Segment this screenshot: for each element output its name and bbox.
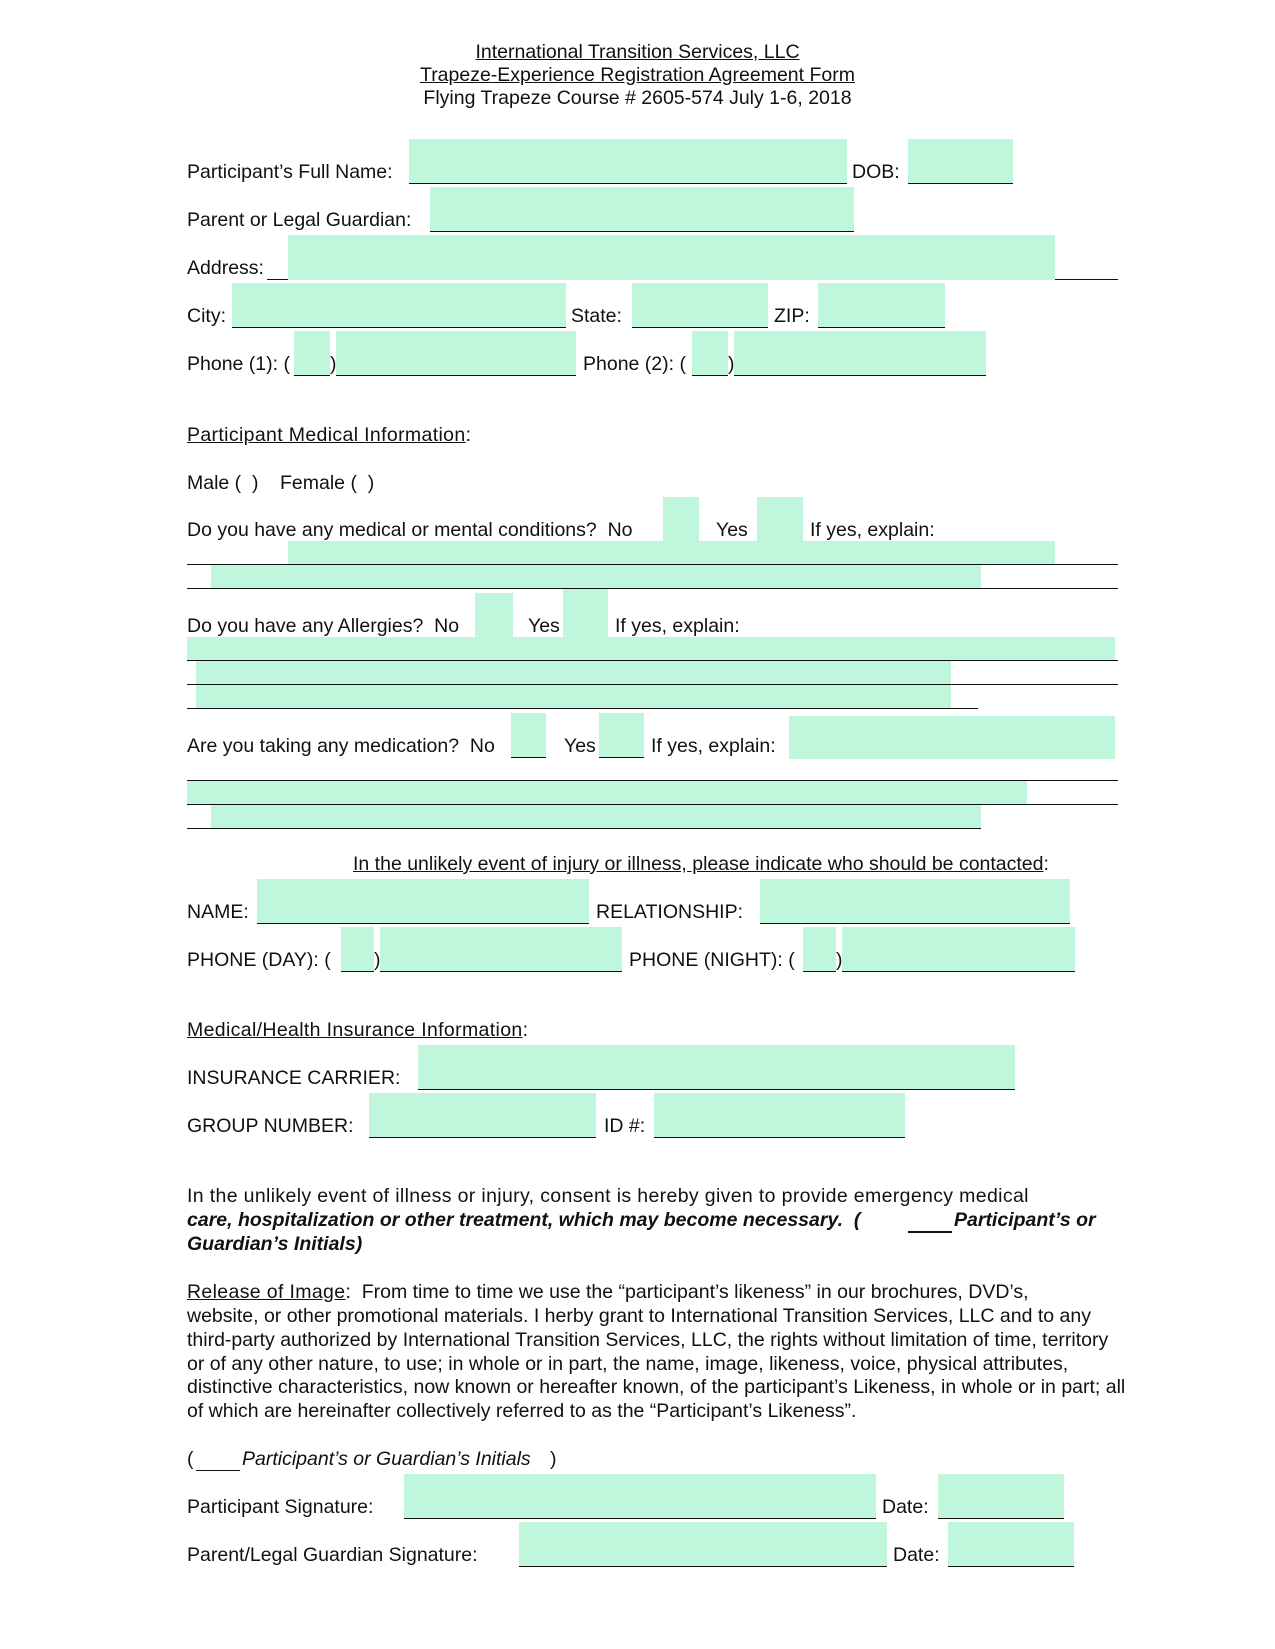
medication-question: Are you taking any medication? No [187, 735, 495, 757]
phone-day-area-code-field[interactable] [341, 927, 374, 972]
release-body: website, or other promotional materials. I herby grant to International Transition Services, LLC and to any third-party authorized by International Transition Services, LLC, the rights without limitation of time, territory or of any other nature, to use; in whole or in part, the name, image, likeness, voice, physical attributes, distinctive characteristics, now known or hereafter known, of the participant’s Likeness, in whole or in part; all of which are hereinafter collectively referred to as the “Participant’s Likeness”. [187, 1305, 1126, 1423]
phone2-label: Phone (2): ( [583, 353, 686, 375]
relationship-field[interactable] [760, 879, 1070, 924]
conditions-yes-label: Yes [716, 519, 748, 541]
phone2-area-code-field[interactable] [692, 331, 728, 376]
guardian-field[interactable] [430, 187, 854, 232]
full-name-field[interactable] [409, 139, 847, 184]
emergency-heading-text: In the unlikely event of injury or illness, please indicate who should be contacted [353, 853, 1044, 875]
consent-line-2 [187, 1209, 866, 1232]
medication-explain-field-0[interactable] [789, 716, 1115, 759]
address-field[interactable] [288, 235, 1055, 280]
conditions-explain-field-2[interactable] [211, 565, 981, 589]
city-label: City: [187, 305, 226, 327]
contact-name-field[interactable] [257, 879, 589, 924]
phone-night-area-underline [803, 971, 836, 972]
consent-line-2-text: care, hospitalization or other treatment, which may become necessary. ( [187, 1209, 866, 1231]
phone1-number-field[interactable] [336, 331, 576, 376]
state-field[interactable] [632, 283, 768, 328]
medication-explain-label: If yes, explain: [651, 735, 776, 757]
org-title: International Transition Services, LLC [475, 41, 800, 63]
guardian-date-field[interactable] [948, 1522, 1074, 1567]
phone-day-number-field[interactable] [380, 927, 622, 972]
allergies-explain-line-3 [187, 708, 978, 709]
city-field[interactable] [232, 283, 566, 328]
form-title: Trapeze-Experience Registration Agreement Form [420, 64, 855, 86]
phone-night-number-field[interactable] [842, 927, 1075, 972]
participant-date-label: Date: [882, 1496, 929, 1518]
id-field[interactable] [654, 1093, 905, 1138]
release-heading: Release of Image [187, 1281, 346, 1303]
phone2-number-underline [734, 375, 986, 376]
phone1-area-code-field[interactable] [294, 331, 330, 376]
allergies-explain-field-2[interactable] [196, 661, 951, 685]
emergency-heading-colon: : [1043, 853, 1049, 875]
insurance-heading-colon: : [522, 1019, 529, 1041]
medical-heading [187, 424, 471, 447]
city-underline [232, 327, 566, 328]
phone2-paren: ) [728, 353, 735, 375]
state-label: State: [571, 305, 622, 327]
insurance-carrier-underline [418, 1089, 1015, 1090]
phone-night-paren: ) [836, 949, 843, 971]
emergency-heading [353, 853, 1049, 876]
release-initials-label: Participant’s or Guardian’s Initials [242, 1448, 531, 1470]
conditions-explain-line-2 [187, 588, 1118, 589]
id-label: ID #: [604, 1115, 646, 1137]
participant-signature-label: Participant Signature: [187, 1496, 374, 1518]
medication-explain-field-1[interactable] [187, 781, 1027, 805]
medication-no-underline [511, 757, 546, 758]
conditions-no-field[interactable] [663, 497, 699, 542]
medication-yes-field[interactable] [599, 713, 644, 758]
zip-label: ZIP: [774, 305, 810, 327]
release-first-line [187, 1281, 1029, 1304]
consent-line-1: In the unlikely event of illness or injury, consent is hereby given to provide emergency medical [187, 1185, 1029, 1207]
guardian-signature-underline [519, 1566, 887, 1567]
insurance-carrier-field[interactable] [418, 1045, 1015, 1090]
consent-initials-field[interactable] [908, 1231, 952, 1233]
full-name-label: Participant’s Full Name: [187, 161, 393, 183]
phone1-paren: ) [330, 353, 337, 375]
phone-night-number-underline [842, 971, 1075, 972]
allergies-yes-field[interactable] [563, 589, 608, 638]
conditions-explain-label: If yes, explain: [810, 519, 935, 541]
group-number-field[interactable] [369, 1093, 596, 1138]
phone-day-paren: ) [374, 949, 381, 971]
allergies-explain-field-3[interactable] [196, 685, 951, 709]
participant-signature-field[interactable] [404, 1474, 876, 1519]
medication-no-field[interactable] [511, 713, 546, 758]
phone2-area-underline [692, 375, 728, 376]
medical-heading-colon: : [465, 424, 472, 446]
guardian-signature-label: Parent/Legal Guardian Signature: [187, 1544, 478, 1566]
female-option[interactable]: Female ( ) [280, 472, 375, 494]
dob-label: DOB: [852, 161, 900, 183]
medication-yes-label: Yes [564, 735, 596, 757]
group-number-label: GROUP NUMBER: [187, 1115, 354, 1137]
insurance-heading-text: Medical/Health Insurance Information [187, 1019, 523, 1041]
insurance-heading [187, 1019, 528, 1042]
phone-night-area-code-field[interactable] [803, 927, 836, 972]
id-underline [654, 1137, 905, 1138]
guardian-signature-field[interactable] [519, 1522, 887, 1567]
release-initials-close: ) [550, 1448, 557, 1470]
insurance-carrier-label: INSURANCE CARRIER: [187, 1067, 401, 1089]
allergies-yes-label: Yes [528, 615, 560, 637]
release-lead: : From time to time we use the “participant’s likeness” in our brochures, DVD’s, [345, 1281, 1029, 1303]
zip-field[interactable] [818, 283, 945, 328]
conditions-explain-field-1[interactable] [288, 541, 1055, 565]
consent-initials-label: Participant’s or [954, 1209, 1096, 1231]
contact-name-label: NAME: [187, 901, 249, 923]
medication-yes-underline [599, 757, 644, 758]
release-initials-open: ( [187, 1448, 194, 1470]
phone-day-area-underline [341, 971, 374, 972]
full-name-underline [409, 183, 847, 184]
group-number-underline [369, 1137, 596, 1138]
address-label: Address: [187, 257, 264, 279]
dob-field[interactable] [908, 139, 1013, 184]
medication-explain-line-3 [187, 828, 981, 829]
participant-date-underline [938, 1518, 1064, 1519]
consent-line-3: Guardian’s Initials) [187, 1233, 363, 1255]
allergies-explain-label: If yes, explain: [615, 615, 740, 637]
relationship-underline [760, 923, 1070, 924]
phone-day-number-underline [380, 971, 622, 972]
phone2-number-field[interactable] [734, 331, 986, 376]
zip-underline [818, 327, 945, 328]
guardian-date-label: Date: [893, 1544, 940, 1566]
conditions-yes-field[interactable] [757, 497, 803, 542]
phone1-area-underline [294, 375, 330, 376]
relationship-label: RELATIONSHIP: [596, 901, 744, 923]
medication-explain-field-2[interactable] [211, 805, 981, 829]
allergies-explain-field-1[interactable] [187, 637, 1115, 661]
dob-underline [908, 183, 1013, 184]
contact-name-underline [257, 923, 589, 924]
phone-night-label: PHONE (NIGHT): ( [629, 949, 795, 971]
guardian-date-underline [948, 1566, 1074, 1567]
allergies-no-field[interactable] [475, 593, 513, 638]
guardian-label: Parent or Legal Guardian: [187, 209, 412, 231]
phone1-label: Phone (1): ( [187, 353, 290, 375]
guardian-underline [430, 231, 854, 232]
phone-day-label: PHONE (DAY): ( [187, 949, 331, 971]
participant-date-field[interactable] [938, 1474, 1064, 1519]
release-initials-field[interactable] [196, 1470, 240, 1471]
state-underline [632, 327, 768, 328]
medical-heading-text: Participant Medical Information [187, 424, 466, 446]
male-option[interactable]: Male ( ) [187, 472, 259, 494]
allergies-question: Do you have any Allergies? No [187, 615, 460, 637]
participant-signature-underline [404, 1518, 876, 1519]
conditions-question: Do you have any medical or mental conditions? No [187, 519, 633, 541]
course-title: Flying Trapeze Course # 2605-574 July 1-6, 2018 [423, 87, 852, 109]
phone1-number-underline [336, 375, 576, 376]
